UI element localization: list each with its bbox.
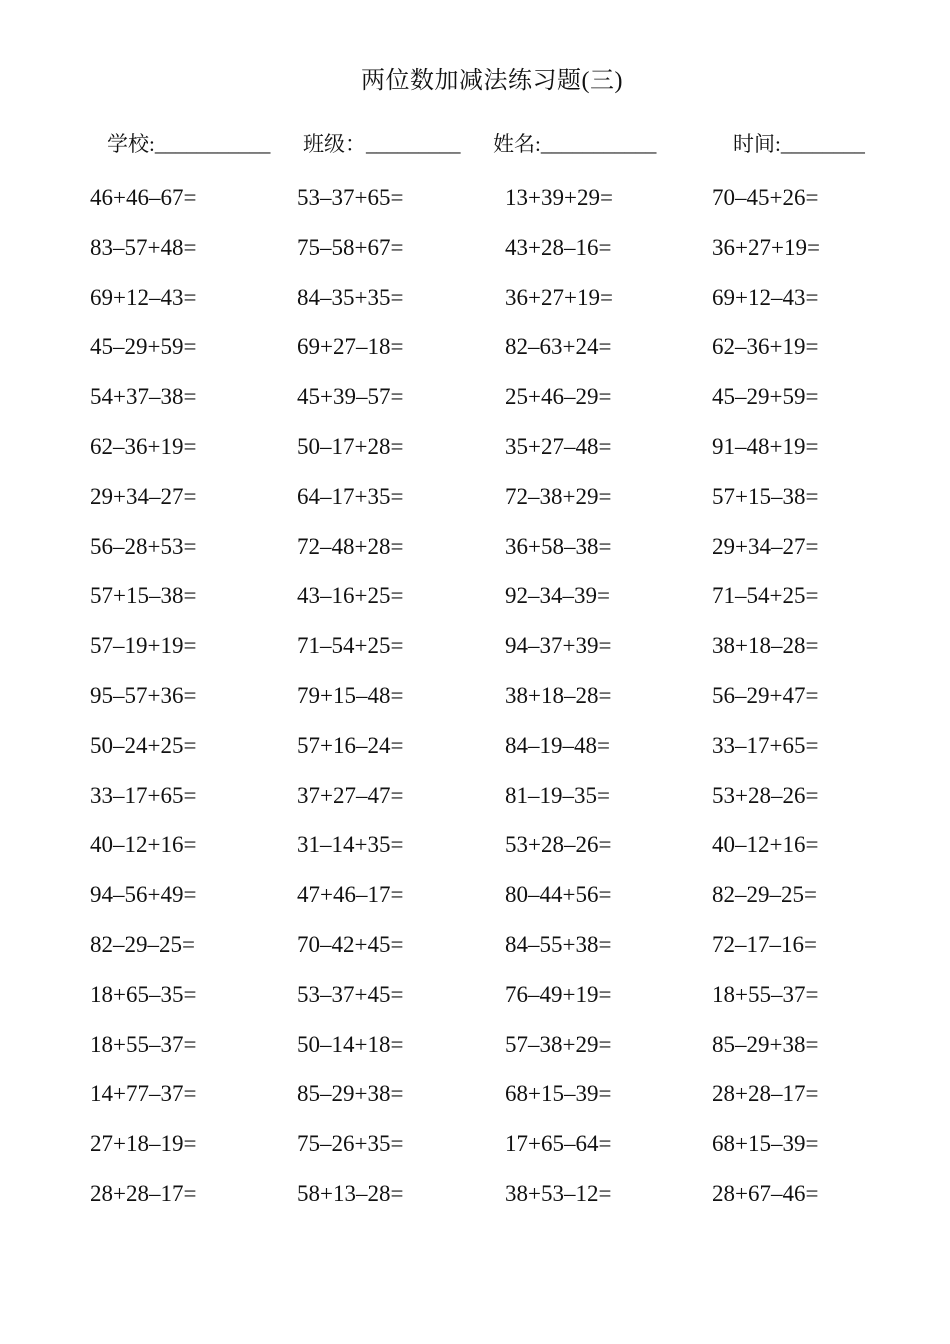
math-problem: 79+15–48=	[297, 683, 404, 708]
math-problem: 46+46–67=	[90, 185, 197, 210]
math-problem: 69+27–18=	[297, 334, 404, 360]
math-problem: 68+15–39=	[505, 1081, 612, 1107]
math-problem: 47+46–17=	[297, 882, 404, 908]
math-problem: 40–12+16=	[712, 832, 819, 858]
name-field: 姓名:___________	[493, 132, 657, 156]
math-problem: 40–12+16=	[90, 832, 197, 858]
math-problem: 72–48+28=	[297, 533, 404, 559]
math-problem: 62–36+19=	[90, 434, 197, 459]
math-problem: 84–55+38=	[505, 932, 612, 957]
math-problem: 38+18–28=	[712, 633, 819, 659]
math-problem: 57+15–38=	[712, 483, 819, 509]
problem-row	[0, 327, 950, 367]
problem-row	[0, 527, 950, 567]
math-problem: 81–19–35=	[505, 782, 610, 808]
math-problem: 53–37+45=	[297, 981, 404, 1007]
math-problem: 57–38+29=	[505, 1031, 612, 1057]
math-problem: 91–48+19=	[712, 434, 819, 459]
math-problem: 94–56+49=	[90, 882, 197, 908]
math-problem: 83–57+48=	[90, 234, 197, 260]
math-problem: 27+18–19=	[90, 1131, 197, 1157]
math-problem: 35+27–48=	[505, 434, 612, 459]
problem-row	[0, 676, 950, 716]
math-problem: 17+65–64=	[505, 1131, 612, 1157]
math-problem: 72–17–16=	[712, 932, 817, 957]
math-problem: 36+27+19=	[505, 284, 613, 310]
school-field: 学校:___________	[107, 132, 271, 156]
problem-row	[0, 726, 950, 766]
math-problem: 94–37+39=	[505, 633, 612, 659]
math-problem: 75–58+67=	[297, 234, 404, 260]
math-problem: 84–35+35=	[297, 284, 404, 310]
math-problem: 57–19+19=	[90, 633, 197, 659]
math-problem: 33–17+65=	[90, 782, 197, 808]
math-problem: 45–29+59=	[90, 334, 197, 360]
math-problem: 38+53–12=	[505, 1181, 612, 1206]
math-problem: 69+12–43=	[90, 284, 197, 310]
math-problem: 69+12–43=	[712, 284, 819, 310]
problem-row	[0, 178, 950, 218]
math-problem: 43+28–16=	[505, 234, 612, 260]
math-problem: 95–57+36=	[90, 683, 197, 708]
math-problem: 85–29+38=	[712, 1031, 819, 1057]
math-problem: 85–29+38=	[297, 1081, 404, 1107]
math-problem: 28+28–17=	[90, 1181, 197, 1206]
math-problem: 57+16–24=	[297, 732, 404, 758]
problem-row	[0, 377, 950, 417]
problem-row	[0, 975, 950, 1015]
math-problem: 54+37–38=	[90, 384, 197, 410]
problem-row	[0, 1124, 950, 1164]
problem-row	[0, 427, 950, 467]
problem-row	[0, 1025, 950, 1065]
math-problem: 50–14+18=	[297, 1031, 404, 1057]
math-problem: 53+28–26=	[712, 782, 819, 808]
math-problem: 31–14+35=	[297, 832, 404, 858]
problem-row	[0, 477, 950, 517]
math-problem: 71–54+25=	[297, 633, 404, 659]
problem-row	[0, 925, 950, 965]
math-problem: 18+65–35=	[90, 981, 197, 1007]
math-problem: 71–54+25=	[712, 583, 819, 609]
problem-row	[0, 626, 950, 666]
time-field: 时间:________	[733, 132, 865, 156]
math-problem: 64–17+35=	[297, 483, 404, 509]
math-problem: 45+39–57=	[297, 384, 404, 410]
math-problem: 76–49+19=	[505, 981, 612, 1007]
math-problem: 80–44+56=	[505, 882, 612, 908]
math-problem: 82–29–25=	[90, 932, 195, 957]
math-problem: 43–16+25=	[297, 583, 404, 609]
problem-row	[0, 776, 950, 816]
math-problem: 33–17+65=	[712, 732, 819, 758]
math-problem: 18+55–37=	[90, 1031, 197, 1057]
math-problem: 45–29+59=	[712, 384, 819, 410]
math-problem: 38+18–28=	[505, 683, 612, 708]
problem-row	[0, 576, 950, 616]
problem-row	[0, 875, 950, 915]
math-problem: 29+34–27=	[712, 533, 819, 559]
class-field: 班级：_________	[303, 132, 461, 156]
math-problem: 75–26+35=	[297, 1131, 404, 1157]
math-problem: 53+28–26=	[505, 832, 612, 858]
math-problem: 56–29+47=	[712, 683, 819, 708]
math-problem: 57+15–38=	[90, 583, 197, 609]
math-problem: 58+13–28=	[297, 1181, 404, 1206]
math-problem: 25+46–29=	[505, 384, 612, 410]
math-problem: 84–19–48=	[505, 732, 610, 758]
math-problem: 68+15–39=	[712, 1131, 819, 1157]
math-problem: 36+58–38=	[505, 533, 612, 559]
problem-row	[0, 228, 950, 268]
math-problem: 53–37+65=	[297, 185, 404, 210]
math-problem: 82–29–25=	[712, 882, 817, 908]
math-problem: 50–17+28=	[297, 434, 404, 459]
math-problem: 36+27+19=	[712, 234, 820, 260]
math-problem: 28+67–46=	[712, 1181, 819, 1206]
math-problem: 14+77–37=	[90, 1081, 197, 1107]
math-problem: 37+27–47=	[297, 782, 404, 808]
math-problem: 70–45+26=	[712, 185, 819, 210]
problem-row	[0, 825, 950, 865]
math-problem: 70–42+45=	[297, 932, 404, 957]
math-problem: 56–28+53=	[90, 533, 197, 559]
problem-row	[0, 278, 950, 318]
problem-row	[0, 1074, 950, 1114]
math-problem: 92–34–39=	[505, 583, 610, 609]
math-problem: 13+39+29=	[505, 185, 613, 210]
page-title: 两位数加减法练习题(三)	[361, 68, 623, 94]
problem-row	[0, 1174, 950, 1214]
math-problem: 29+34–27=	[90, 483, 197, 509]
math-problem: 82–63+24=	[505, 334, 612, 360]
math-problem: 62–36+19=	[712, 334, 819, 360]
math-problem: 28+28–17=	[712, 1081, 819, 1107]
math-problem: 18+55–37=	[712, 981, 819, 1007]
math-problem: 72–38+29=	[505, 483, 612, 509]
math-problem: 50–24+25=	[90, 732, 197, 758]
